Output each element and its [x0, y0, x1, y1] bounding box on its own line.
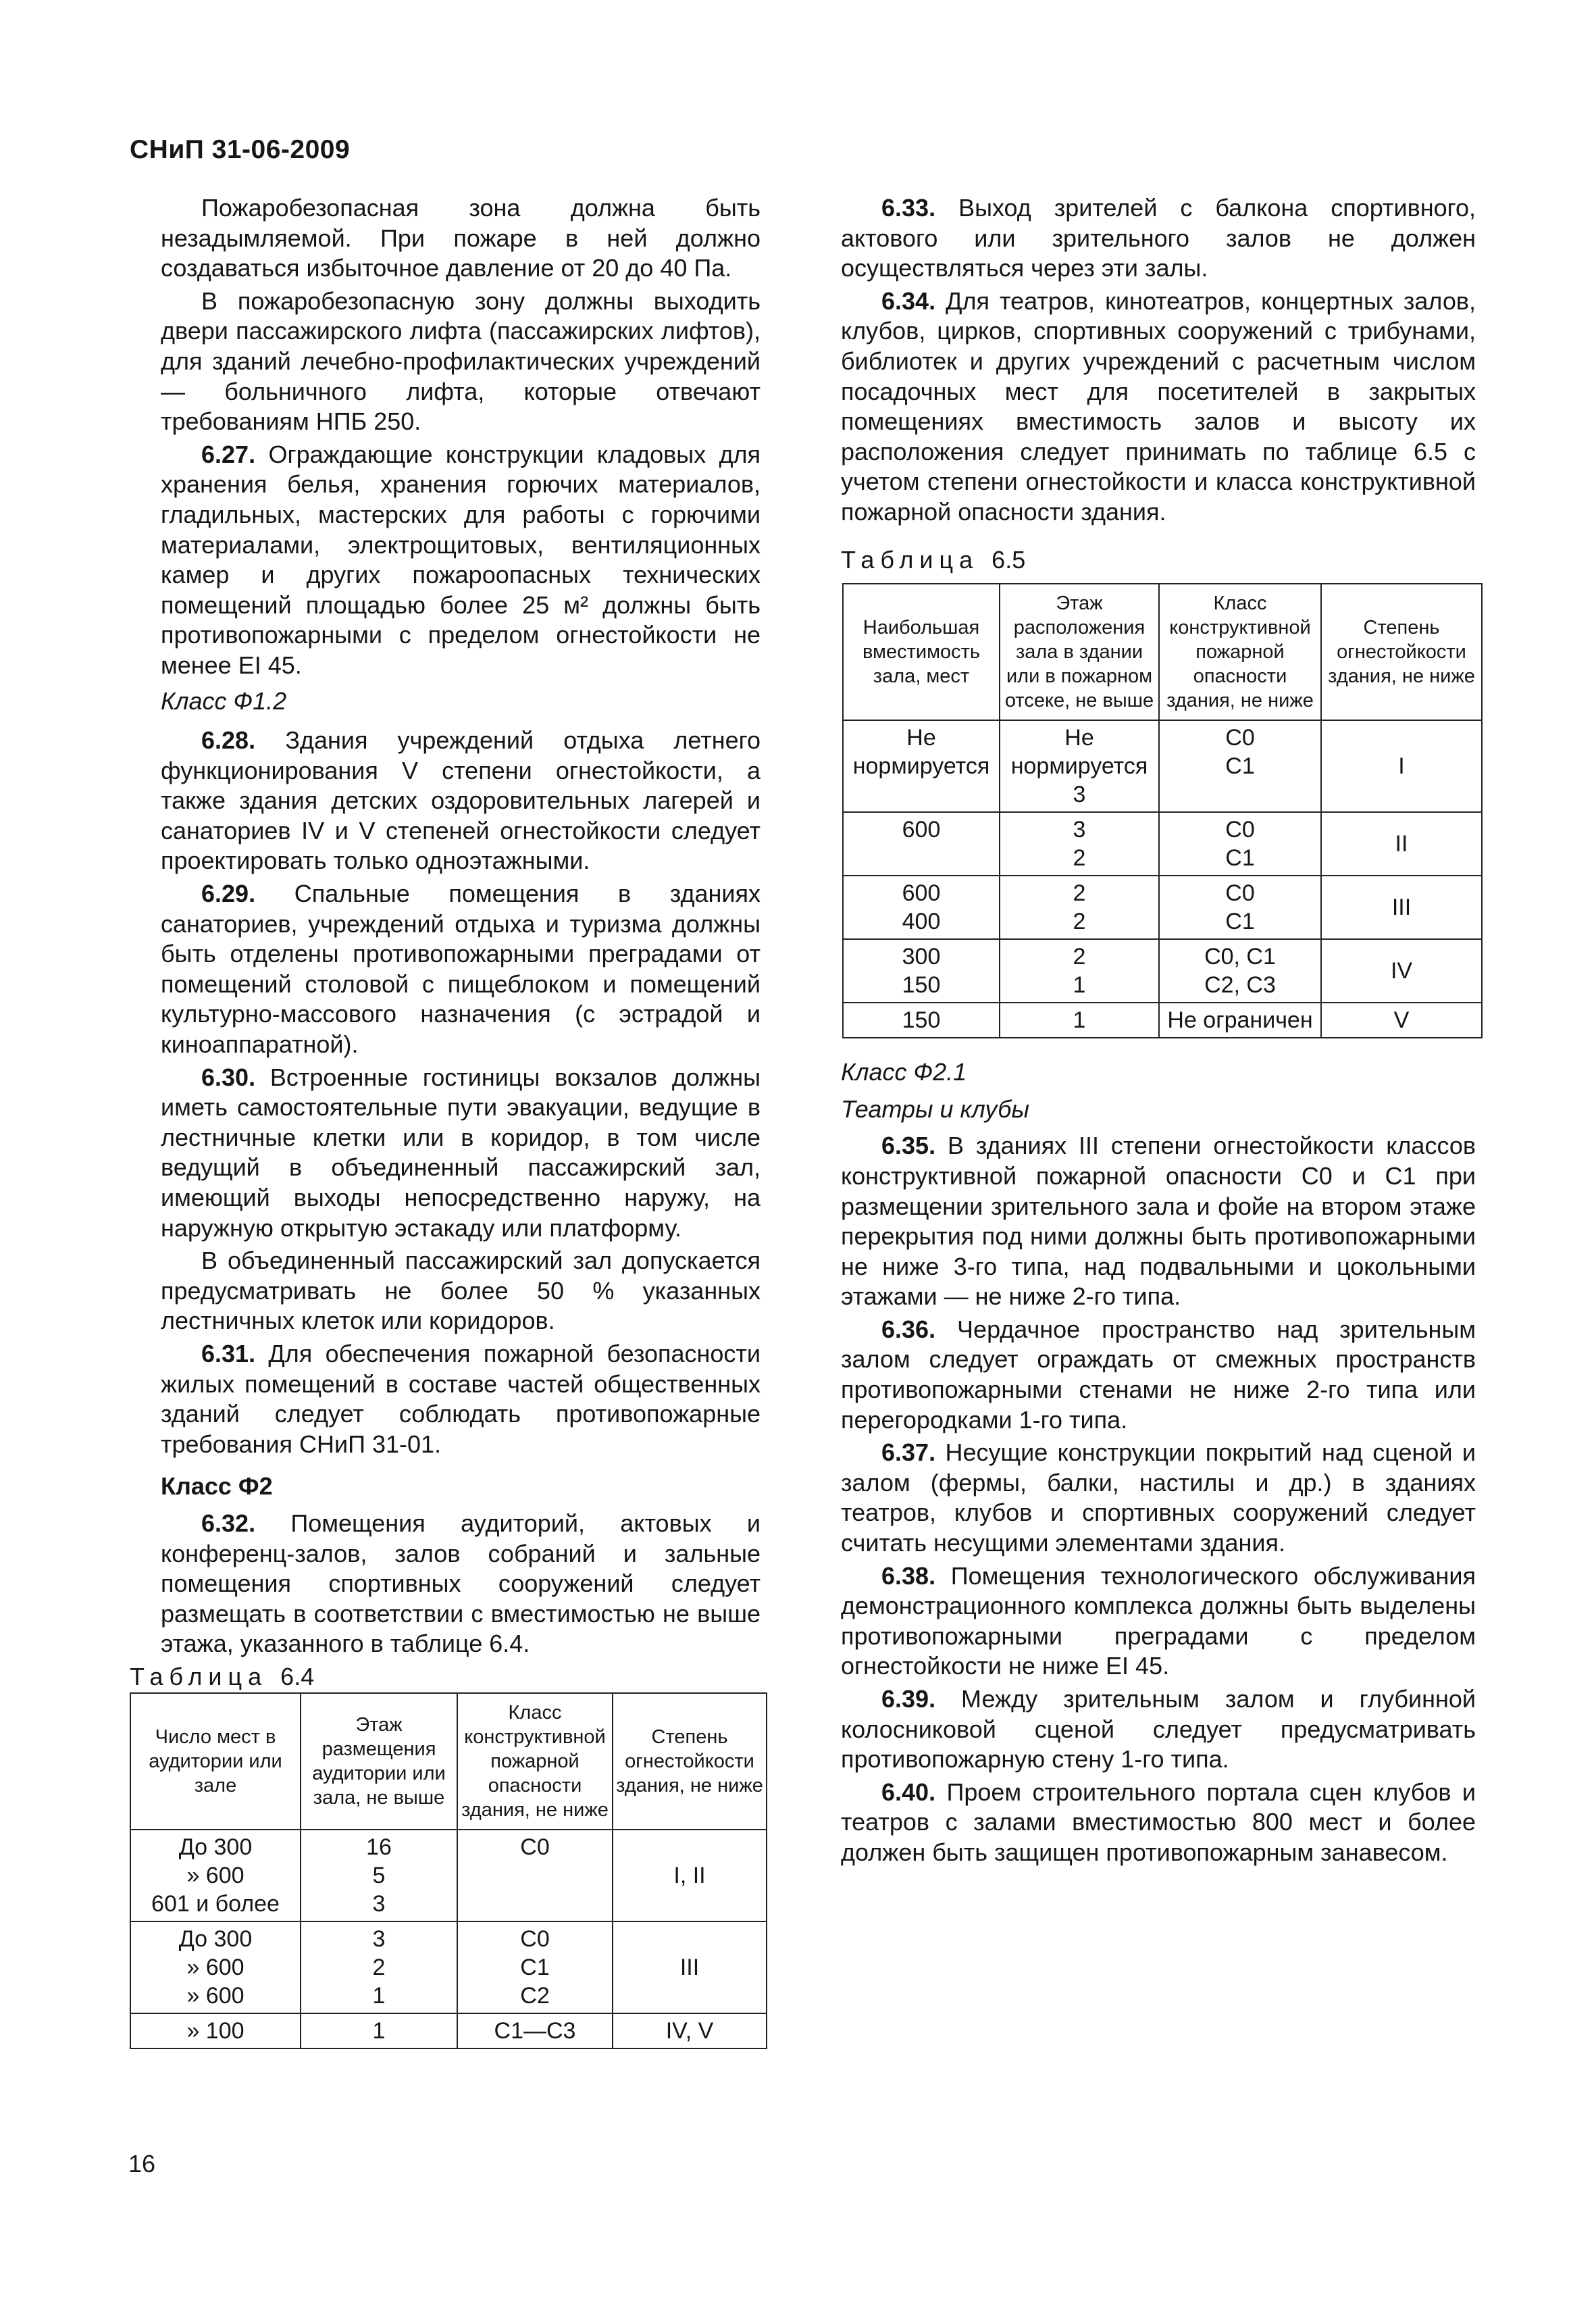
paragraph-passenger-hall: В объединенный пассажирский зал допускается предусматривать не более 50 % указанных лестничных клеток или коридоров. — [161, 1247, 761, 1335]
document-code-header: СНиП 31-06-2009 — [130, 135, 351, 164]
cell-line: 2 — [1073, 909, 1086, 935]
cell-line: 1 — [372, 2017, 386, 2044]
table-caption-number: 6.5 — [992, 545, 1026, 574]
cell-line: С2, С3 — [1204, 972, 1276, 999]
table-caption-number: 6.4 — [280, 1662, 315, 1690]
cell-fire-class — [1159, 876, 1321, 939]
cell-line: С0 — [520, 1926, 550, 1952]
cell-floor — [1000, 812, 1159, 876]
table-6-4-caption — [130, 1662, 761, 1692]
clause-number: 6.31. — [201, 1339, 256, 1367]
cell-seats — [130, 1830, 301, 1921]
right-column — [841, 193, 1476, 1871]
cell-fire-resistance: IV — [1321, 939, 1482, 1003]
column-header: Наибольшая вместимость зала, мест — [843, 584, 1000, 720]
cell-fire-class — [457, 1830, 613, 1921]
cell-floor — [1000, 1003, 1159, 1038]
clause-number: 6.30. — [201, 1063, 256, 1091]
clause-6-31 — [161, 1339, 761, 1459]
clause-number: 6.33. — [881, 194, 936, 222]
clause-6-27 — [161, 440, 761, 681]
column-header: Степень огнестойкости здания, не ниже — [1321, 584, 1482, 720]
table-6-4 — [130, 1692, 767, 2049]
clause-number: 6.29. — [201, 880, 256, 908]
clause-number: 6.38. — [881, 1561, 936, 1590]
cell-line: С1 — [1225, 909, 1255, 935]
clause-number: 6.37. — [881, 1438, 936, 1467]
clause-text: Несущие конструкции покрытий над сценой и залом (фермы, балки, настилы и др.) в зданиях театров, клубов и спортивных сооружений следует считать несущими элементами здания. — [841, 1438, 1476, 1557]
cell-line: 150 — [902, 1007, 941, 1034]
table-row — [843, 720, 1482, 812]
table-row — [843, 812, 1482, 876]
clause-number: 6.27. — [201, 440, 256, 468]
cell-fire-class — [1159, 812, 1321, 876]
cell-line: До 300 — [178, 1834, 253, 1860]
paragraph-elevator-doors: В пожаробезопасную зону должны выходить двери пассажирского лифта (пассажирских лифтов), для зданий лечебно-профилактических учреждений — больничного лифта, которые отвечают требованиям НПБ 250. — [161, 286, 761, 436]
cell-fire-resistance: V — [1321, 1003, 1482, 1038]
cell-floor — [301, 1830, 457, 1921]
cell-line: 600 — [902, 880, 941, 907]
clause-text: Проем строительного портала сцен клубов и театров с залами вместимостью 800 мест и более должен быть защищен противопожарным занавесом. — [841, 1778, 1476, 1866]
cell-line: 3 — [1073, 782, 1086, 808]
cell-line: С0, С1 — [1204, 944, 1276, 970]
clause-6-36 — [841, 1315, 1476, 1435]
paragraph-smoke-free-zone: Пожаробезопасная зона должна быть незадымляемой. При пожаре в ней должно создаваться избыточное давление от 20 до 40 Па. — [161, 194, 761, 282]
cell-line: С0 — [1225, 817, 1255, 843]
clause-6-33 — [841, 193, 1476, 284]
clause-text: Между зрительным залом и глубинной колосниковой сценой следует предусматривать противопожарную стену 1-го типа. — [841, 1685, 1476, 1774]
heading-class-f2: Класс Ф2 — [161, 1472, 273, 1501]
table-header-row — [843, 584, 1482, 720]
cell-line: » 600 — [186, 1982, 244, 2009]
heading-class-f1-2: Класс Ф1.2 — [161, 686, 287, 715]
clause-6-40 — [841, 1778, 1476, 1868]
column-header: Число мест в аудитории или зале — [130, 1693, 301, 1830]
table-caption-word: Таблица — [130, 1662, 268, 1690]
column-header: Этаж размещения аудитории или зала, не выше — [301, 1693, 457, 1830]
table-row — [843, 939, 1482, 1003]
clause-6-29 — [161, 879, 761, 1060]
cell-line: 400 — [902, 909, 941, 935]
cell-floor — [301, 2013, 457, 2048]
cell-fire-class — [1159, 720, 1321, 812]
clause-text: Выход зрителей с балкона спортивного, актового или зрительного залов не должен осуществляться через эти залы. — [841, 194, 1476, 282]
cell-fire-class — [1159, 939, 1321, 1003]
column-header: Степень огнестойкости здания, не ниже — [613, 1693, 767, 1830]
clause-text: Ограждающие конструкции кладовых для хранения белья, хранения горючих материалов, гладильных, мастерских для работы с горючими материалами, электрощитовых, вентиляционных камер и других пожароопасных технических помещений площадью более 25 м² должны быть противопожарными с пределом огнестойкости не менее EI 45. — [161, 440, 761, 679]
clause-text: Для обеспечения пожарной безопасности жилых помещений в составе частей общественных зданий следует соблюдать противопожарные требования СНиП 31-01. — [161, 1339, 761, 1458]
cell-floor — [1000, 876, 1159, 939]
cell-line: 601 и более — [151, 1890, 280, 1917]
left-column — [130, 193, 763, 2049]
cell-fire-resistance: III — [1321, 876, 1482, 939]
cell-line: 300 — [902, 944, 941, 970]
cell-line: 2 — [372, 1954, 386, 1980]
cell-line: Не ограничен — [1167, 1007, 1313, 1034]
cell-floor — [1000, 939, 1159, 1003]
clause-6-30 — [161, 1063, 761, 1244]
cell-line: » 100 — [186, 2017, 244, 2044]
table-row — [843, 876, 1482, 939]
table-row — [843, 1003, 1482, 1038]
cell-line: 3 — [372, 1890, 386, 1917]
table-6-5-caption — [841, 545, 1476, 576]
cell-line: С2 — [520, 1982, 550, 2009]
clause-text: Спальные помещения в зданиях санаториев, учреждений отдыха и туризма должны быть отделены противопожарными преградами от помещений столовой с пищеблоком и помещений культурно-массового назначения (с эстрадой и киноаппаратной). — [161, 880, 761, 1059]
clause-text: Чердачное пространство над зрительным залом следует ограждать от смежных пространств противопожарными стенами не ниже 2-го типа или перегородками 1-го типа. — [841, 1315, 1476, 1434]
clause-number: 6.32. — [201, 1509, 256, 1537]
cell-line: 5 — [372, 1862, 386, 1888]
cell-line: 2 — [1073, 944, 1086, 970]
clause-6-28 — [161, 726, 761, 876]
clause-number: 6.28. — [201, 726, 256, 755]
table-row — [130, 1830, 767, 1921]
clause-text: Для театров, кинотеатров, концертных залов, клубов, цирков, спортивных сооружений с трибунами, библиотек и других учреждений с расчетным числом посадочных мест для посетителей в закрытых помещениях вместимость залов и высоту их расположения следует принимать по таблице 6.5 с учетом степени огнестойкости и класса конструктивной пожарной опасности здания. — [841, 286, 1476, 526]
table-6-5 — [842, 583, 1483, 1038]
cell-capacity — [843, 1003, 1000, 1038]
clause-number: 6.40. — [881, 1778, 936, 1806]
cell-line: 2 — [1073, 880, 1086, 907]
cell-fire-resistance: II — [1321, 812, 1482, 876]
cell-fire-resistance: III — [613, 1921, 767, 2013]
clause-6-35 — [841, 1131, 1476, 1312]
cell-fire-class — [457, 2013, 613, 2048]
cell-line: С1 — [520, 1954, 550, 1980]
cell-line: С0 — [520, 1834, 550, 1860]
cell-line: С1 — [1225, 753, 1255, 780]
cell-line: 150 — [902, 972, 941, 999]
clause-6-38 — [841, 1561, 1476, 1682]
table-caption-word: Таблица — [841, 545, 979, 574]
cell-line: С1—С3 — [494, 2017, 576, 2044]
cell-fire-class — [1159, 1003, 1321, 1038]
cell-line: 16 — [366, 1834, 392, 1860]
cell-fire-class — [457, 1921, 613, 2013]
column-header: Класс конструктивной пожарной опасности здания, не ниже — [457, 1693, 613, 1830]
cell-capacity — [843, 720, 1000, 812]
cell-fire-resistance: I, II — [613, 1830, 767, 1921]
column-header: Класс конструктивной пожарной опасности здания, не ниже — [1159, 584, 1321, 720]
table-row — [130, 2013, 767, 2048]
column-header: Этаж расположения зала в здании или в пожарном отсеке, не выше — [1000, 584, 1159, 720]
clause-6-37 — [841, 1438, 1476, 1558]
cell-line: 3 — [372, 1926, 386, 1952]
cell-capacity — [843, 876, 1000, 939]
cell-line: С1 — [1225, 845, 1255, 872]
cell-line: 600 — [902, 817, 941, 843]
clause-text: Встроенные гостиницы вокзалов должны иметь самостоятельные пути эвакуации, ведущие в лестничные клетки или в коридор, в том числе ведущий в объединенный пассажирский зал, имеющий выходы непосредственно наружу, на наружную открытую эстакаду или платформу. — [161, 1063, 761, 1242]
clause-number: 6.34. — [881, 286, 936, 315]
table-row — [130, 1921, 767, 2013]
clause-6-34 — [841, 286, 1476, 528]
cell-line: 2 — [1073, 845, 1086, 872]
cell-floor — [1000, 720, 1159, 812]
clause-number: 6.39. — [881, 1685, 936, 1713]
cell-floor — [301, 1921, 457, 2013]
cell-line: Не нормируется — [852, 725, 990, 780]
cell-line: 1 — [372, 1982, 386, 2009]
clause-text: Помещения технологического обслуживания демонстрационного комплекса должны быть выделены противопожарными преградами с пределом огнестойкости не ниже EI 45. — [841, 1561, 1476, 1680]
cell-line: 3 — [1073, 817, 1086, 843]
table-header-row — [130, 1693, 767, 1830]
cell-line: С0 — [1225, 725, 1255, 751]
cell-line: 1 — [1073, 972, 1086, 999]
clause-6-32 — [161, 1509, 761, 1659]
heading-class-f2-1: Класс Ф2.1 — [841, 1058, 967, 1086]
cell-seats — [130, 2013, 301, 2048]
clause-6-39 — [841, 1684, 1476, 1775]
clause-number: 6.35. — [881, 1132, 936, 1160]
cell-line: С0 — [1225, 880, 1255, 907]
clause-number: 6.36. — [881, 1315, 936, 1343]
clause-text: Здания учреждений отдыха летнего функционирования V степени огнестойкости, а также здания детских оздоровительных лагерей и санаториев IV и V степеней огнестойкости следует проектировать только одноэтажными. — [161, 726, 761, 875]
heading-theatres-clubs: Театры и клубы — [841, 1095, 1029, 1123]
cell-line: 1 — [1073, 1007, 1086, 1034]
cell-fire-resistance: IV, V — [613, 2013, 767, 2048]
page-number: 16 — [128, 2150, 156, 2178]
cell-fire-resistance: I — [1321, 720, 1482, 812]
cell-line: До 300 — [178, 1926, 253, 1952]
clause-text: В зданиях III степени огнестойкости классов конструктивной пожарной опасности С0 и С1 при размещении зрительного зала и фойе на втором этаже перекрытия под ними должны быть противопожарными не ниже 3-го типа, над подвальными и цокольными этажами — не ниже 2-го типа. — [841, 1132, 1476, 1311]
cell-line: » 600 — [186, 1862, 244, 1888]
cell-capacity — [843, 939, 1000, 1003]
cell-capacity — [843, 812, 1000, 876]
cell-line: » 600 — [186, 1954, 244, 1980]
clause-text: Помещения аудиторий, актовых и конференц-залов, залов собраний и зальные помещения спортивных сооружений следует размещать в соответствии с вместимостью не выше этажа, указанного в таблице 6.4. — [161, 1509, 761, 1658]
cell-seats — [130, 1921, 301, 2013]
cell-line: Не нормируется — [1010, 725, 1148, 780]
